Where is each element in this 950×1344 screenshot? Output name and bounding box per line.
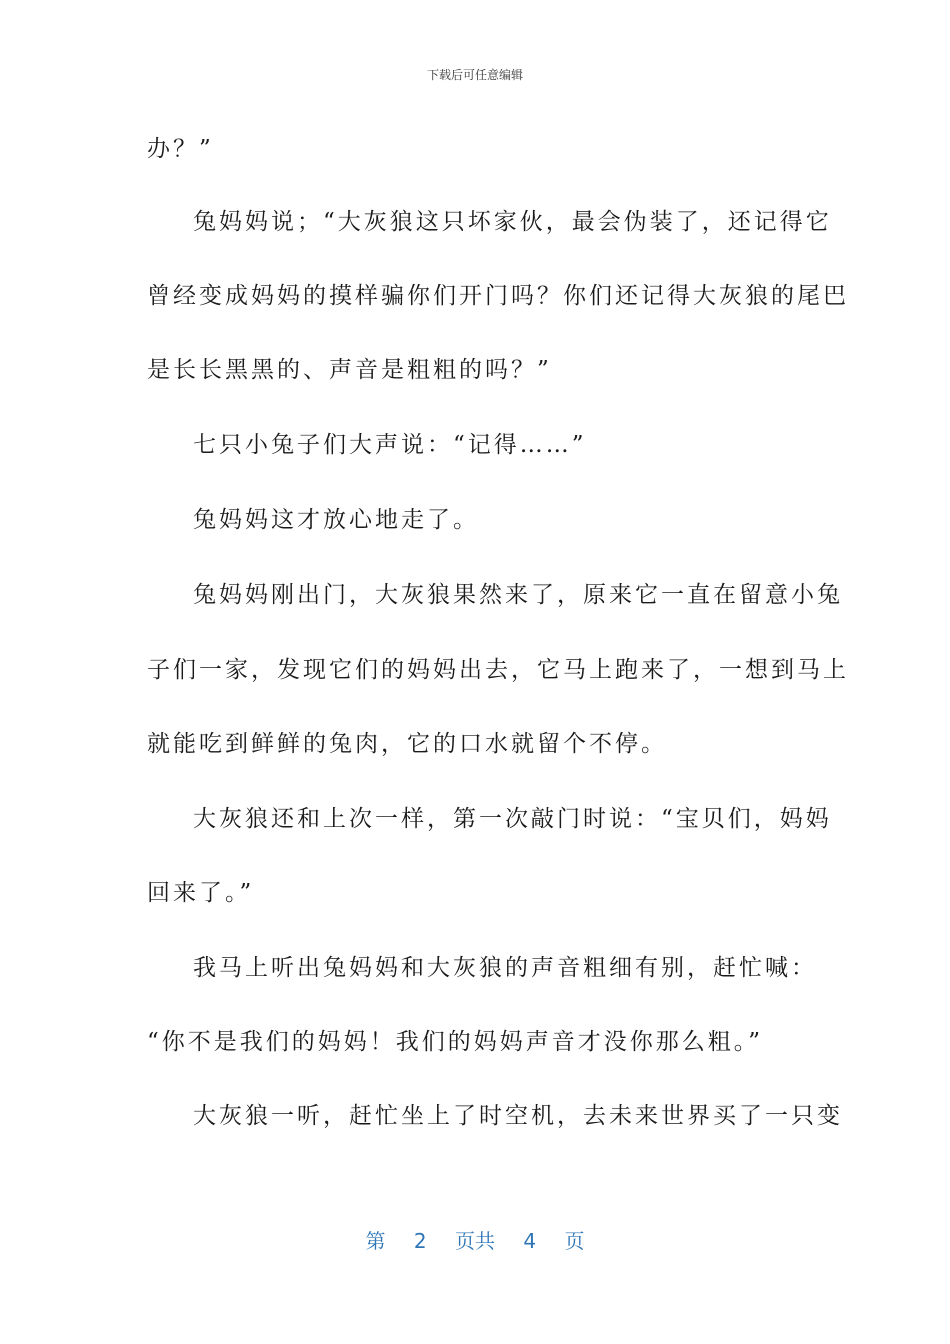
text-line: 我马上听出兔妈妈和大灰狼的声音粗细有别，赶忙喊： [193, 955, 817, 981]
text-line: 大灰狼还和上次一样，第一次敲门时说：“宝贝们，妈妈 [193, 806, 832, 832]
text-line: 回来了。” [147, 880, 255, 906]
footer-prefix: 第 [365, 1229, 386, 1253]
text-line: 兔妈妈刚出门，大灰狼果然来了，原来它一直在留意小兔 [193, 582, 843, 608]
footer-middle: 页共 [455, 1229, 495, 1253]
text-line: 大灰狼一听，赶忙坐上了时空机，去未来世界买了一只变 [193, 1103, 843, 1129]
page-footer [0, 1225, 950, 1254]
text-line: “你不是我们的妈妈！我们的妈妈声音才没你那么粗。” [147, 1029, 764, 1055]
page-header: 下载后可任意编辑 [426, 68, 523, 82]
text-line: 兔妈妈说；“大灰狼这只坏家伙，最会伪装了，还记得它 [193, 209, 832, 235]
current-page-number: 2 [413, 1229, 427, 1253]
text-line: 是长长黑黑的、声音是粗粗的吗？” [147, 357, 552, 383]
total-page-number: 4 [523, 1229, 537, 1253]
text-line: 七只小兔子们大声说：“记得……” [193, 432, 587, 458]
text-line: 就能吃到鲜鲜的兔肉，它的口水就留个不停。 [147, 731, 667, 757]
text-line: 兔妈妈这才放心地走了。 [193, 507, 479, 533]
text-line: 子们一家，发现它们的妈妈出去，它马上跑来了，一想到马上 [147, 657, 849, 683]
text-line: 曾经变成妈妈的摸样骗你们开门吗？你们还记得大灰狼的尾巴 [147, 283, 849, 309]
text-line: 办？” [147, 136, 214, 162]
footer-suffix: 页 [564, 1229, 585, 1253]
